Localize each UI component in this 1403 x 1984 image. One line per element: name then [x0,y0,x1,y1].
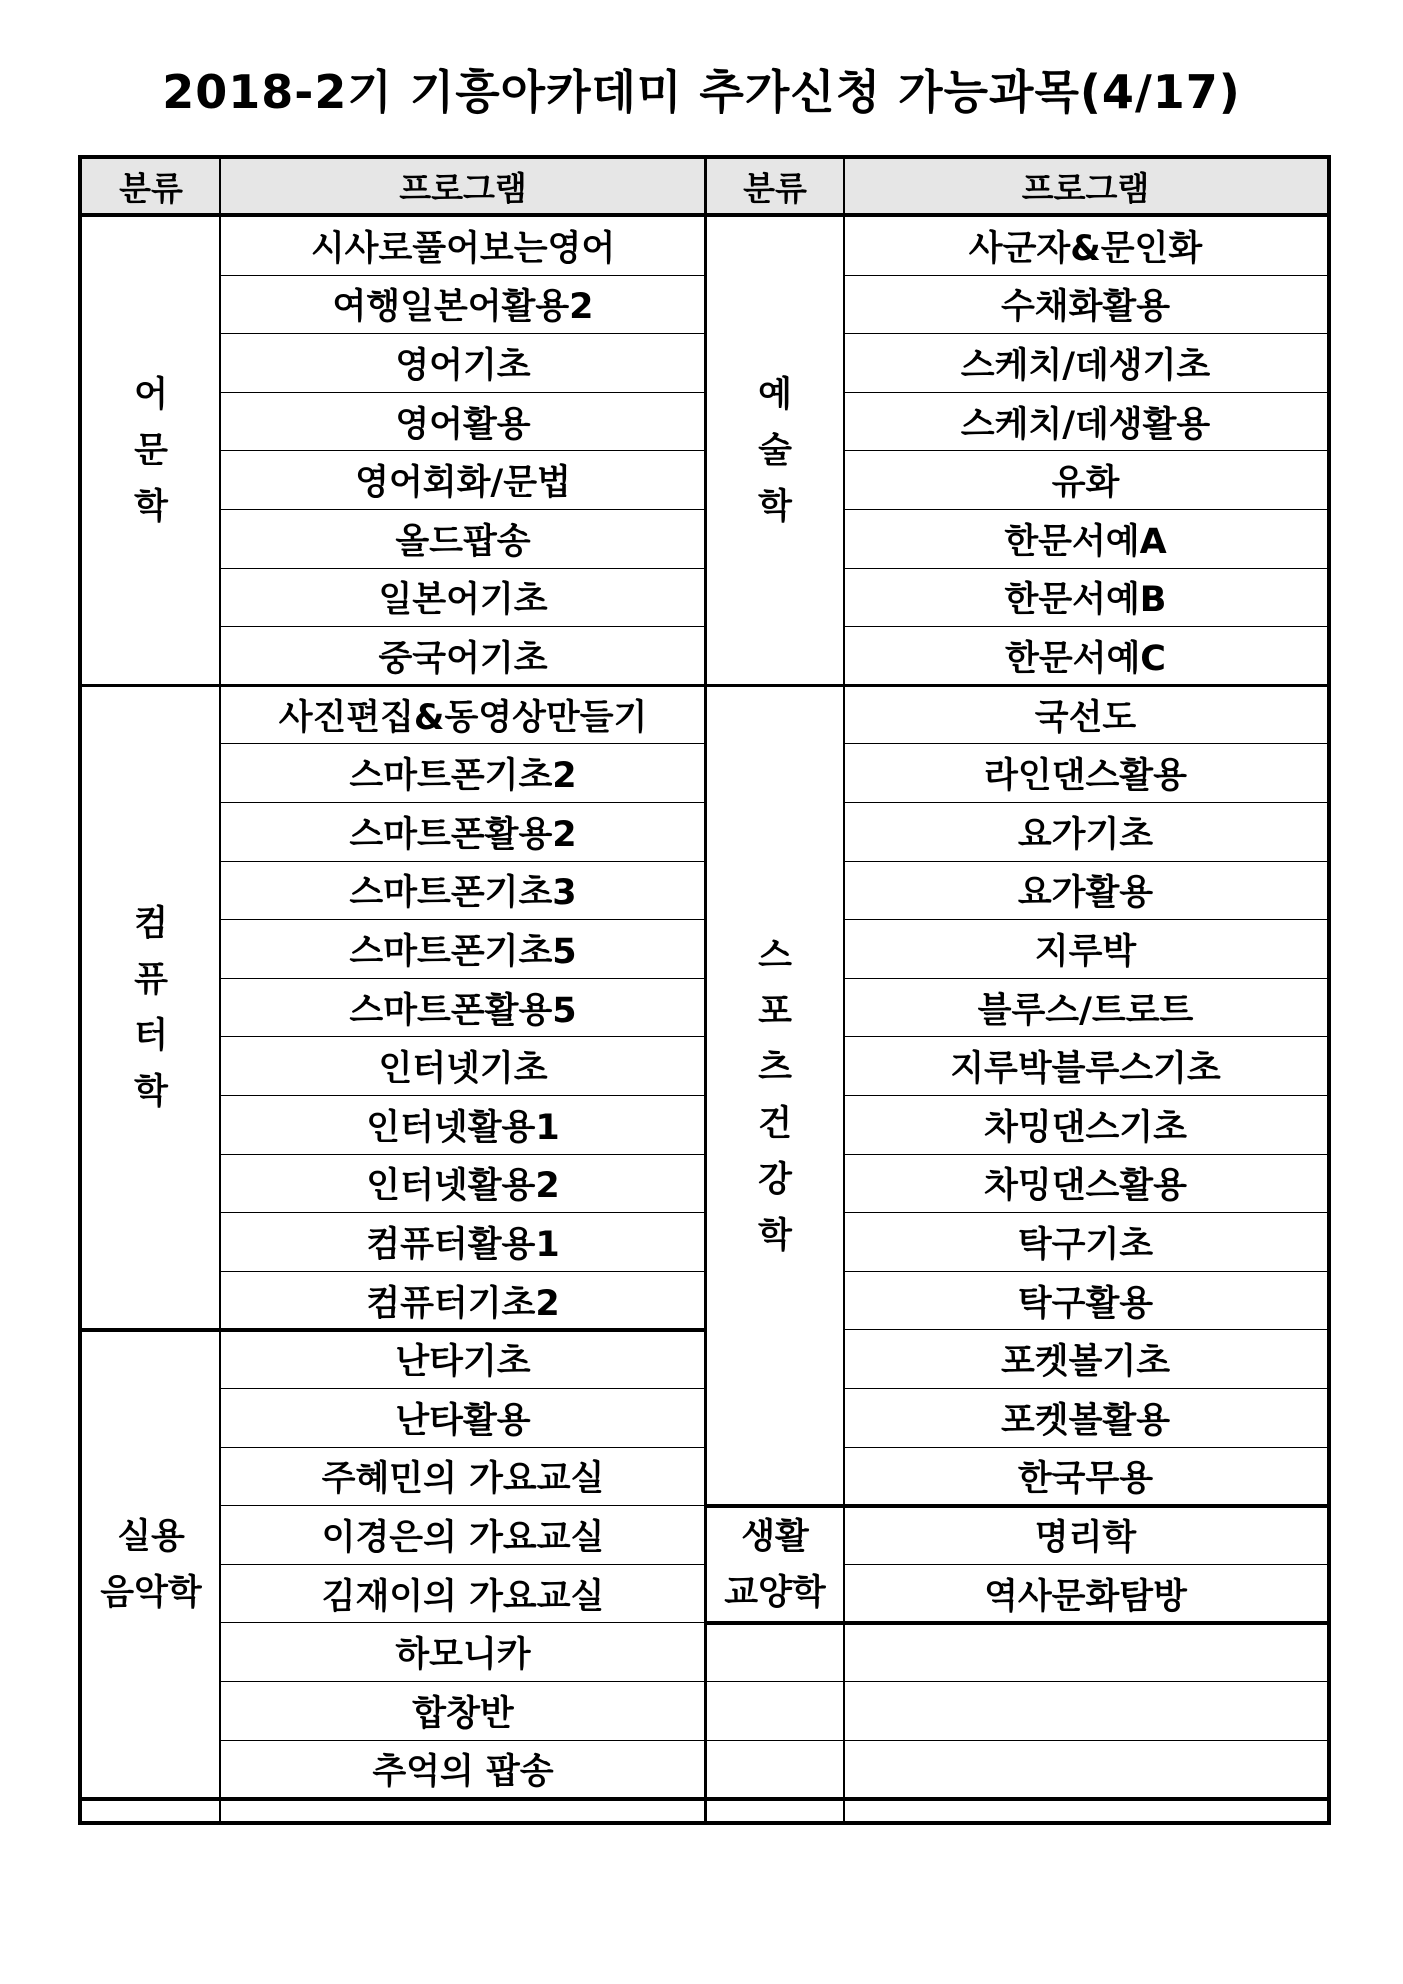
program-cell: 라인댄스활용 [844,744,1327,803]
program-cell: 한국무용 [844,1448,1327,1507]
program-cell: 추억의 팝송 [220,1741,706,1800]
program-cell: 블루스/트로트 [844,979,1327,1038]
program-cell: 이경은의 가요교실 [220,1506,706,1565]
program-cell: 차밍댄스기초 [844,1096,1327,1155]
header-program-right: 프로그램 [844,159,1327,217]
program-cell: 포켓볼기초 [844,1330,1327,1389]
program-cell: 스마트폰기초2 [220,744,706,803]
program-cell: 스마트폰기초5 [220,920,706,979]
program-cell: 영어회화/문법 [220,451,706,510]
program-cell: 컴퓨터활용1 [220,1213,706,1272]
program-cell: 국선도 [844,686,1327,745]
program-cell: 한문서예B [844,569,1327,628]
program-cell: 탁구기초 [844,1213,1327,1272]
course-table [78,155,1331,1825]
category-cell-left: 컴 퓨 터 학 [134,904,168,1113]
header-category-left: 분류 [82,159,220,217]
category-cell-right: 예 술 학 [758,375,792,528]
program-cell: 인터넷활용1 [220,1096,706,1155]
category-cell-right: 생활 교양학 [724,1516,826,1613]
program-cell: 컴퓨터기초2 [220,1272,706,1331]
program-cell: 차밍댄스활용 [844,1155,1327,1214]
program-cell: 김재이의 가요교실 [220,1565,706,1624]
program-cell: 난타활용 [220,1389,706,1448]
program-cell: 한문서예A [844,510,1327,569]
program-cell: 수채화활용 [844,276,1327,335]
program-cell: 영어기초 [220,334,706,393]
program-cell: 주혜민의 가요교실 [220,1448,706,1507]
program-cell: 명리학 [844,1506,1327,1565]
empty-category-cell [706,1623,844,1682]
program-cell: 스마트폰기초3 [220,862,706,921]
program-cell: 포켓볼활용 [844,1389,1327,1448]
program-cell: 요가활용 [844,862,1327,921]
empty-category-cell [706,1741,844,1800]
group-separator [82,1797,706,1801]
page-title: 2018-2기 기흥아카데미 추가신청 가능과목(4/17) [162,65,1241,119]
program-cell: 중국어기초 [220,627,706,686]
empty-category-cell [706,1682,844,1741]
program-cell: 역사문화탐방 [844,1565,1327,1624]
program-cell [844,1623,1327,1682]
program-cell [844,1741,1327,1800]
program-cell: 사진편집&동영상만들기 [220,686,706,745]
header-program-left: 프로그램 [220,159,706,217]
program-cell: 지루박블루스기초 [844,1037,1327,1096]
program-cell: 스케치/데생활용 [844,393,1327,452]
program-cell: 탁구활용 [844,1272,1327,1331]
program-cell: 인터넷활용2 [220,1155,706,1214]
program-cell: 올드팝송 [220,510,706,569]
category-cell-left: 어 문 학 [134,375,168,528]
program-cell: 영어활용 [220,393,706,452]
program-cell: 난타기초 [220,1330,706,1389]
program-cell: 지루박 [844,920,1327,979]
program-cell: 사군자&문인화 [844,217,1327,276]
program-cell: 인터넷기초 [220,1037,706,1096]
program-cell: 스케치/데생기초 [844,334,1327,393]
program-cell: 스마트폰활용5 [220,979,706,1038]
header-category-right: 분류 [706,159,844,217]
category-cell-right: 스 포 츠 건 강 학 [758,935,792,1256]
program-cell: 시사로풀어보는영어 [220,217,706,276]
program-cell: 한문서예C [844,627,1327,686]
group-separator [706,1797,1327,1801]
program-cell: 스마트폰활용2 [220,803,706,862]
program-cell: 일본어기초 [220,569,706,628]
category-cell-left: 실용 음악학 [100,1516,202,1613]
program-cell: 유화 [844,451,1327,510]
program-cell: 합창반 [220,1682,706,1741]
program-cell [844,1682,1327,1741]
program-cell: 하모니카 [220,1623,706,1682]
program-cell: 요가기초 [844,803,1327,862]
program-cell: 여행일본어활용2 [220,276,706,335]
